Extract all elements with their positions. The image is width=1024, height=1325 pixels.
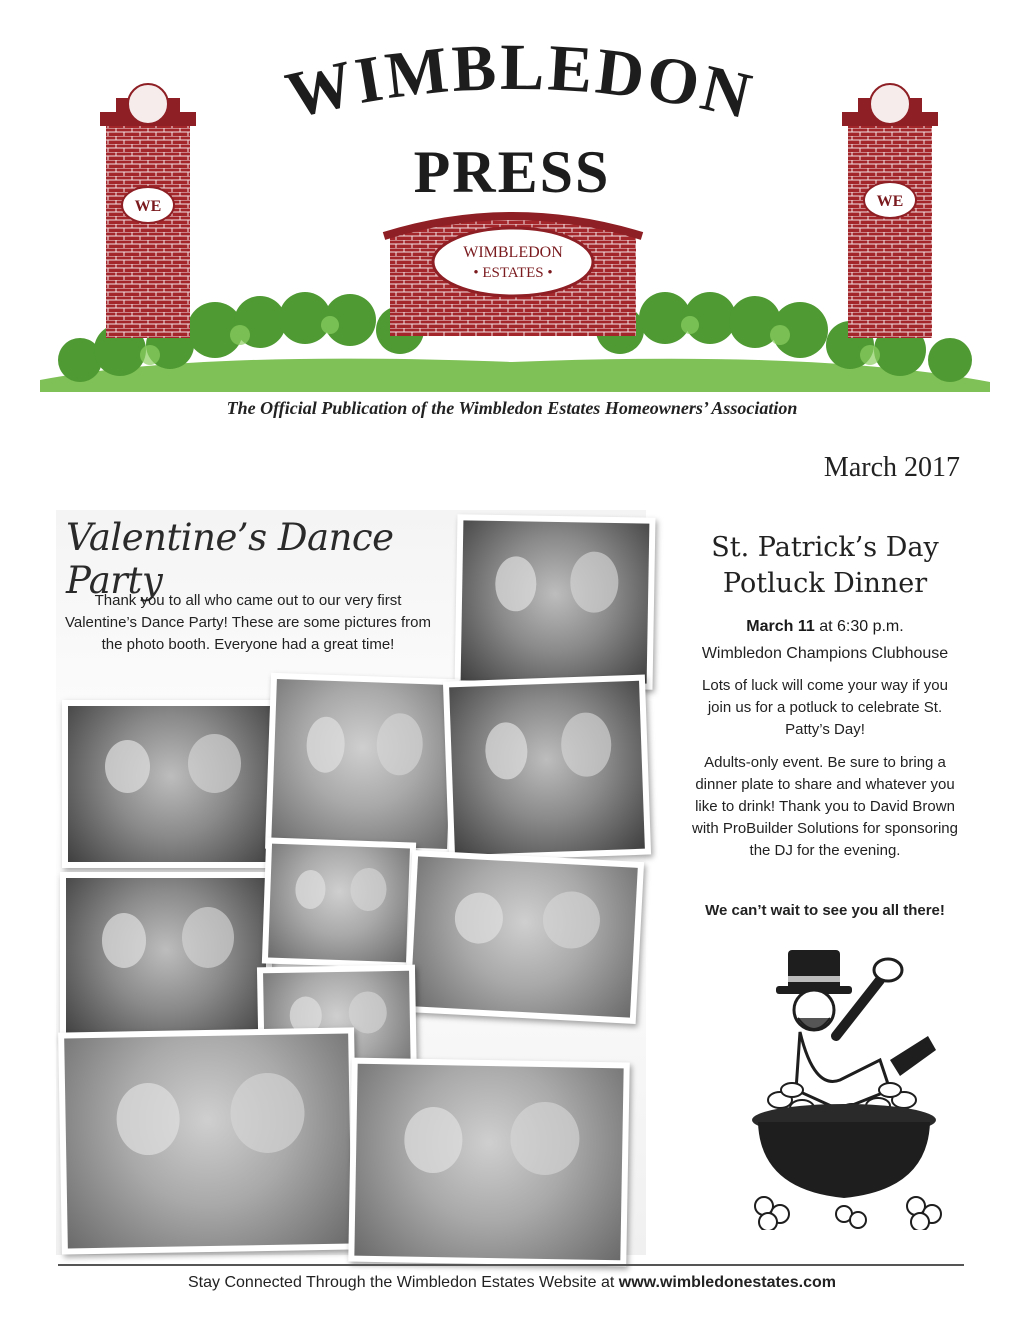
event-date: March 11	[746, 618, 815, 635]
footer-divider	[58, 1264, 964, 1266]
photo-booth-picture	[62, 700, 280, 868]
right-brick-pillar	[842, 84, 938, 338]
footer	[0, 1274, 1024, 1292]
masthead-title-bottom: PRESS	[413, 139, 611, 205]
st-patricks-title	[680, 530, 970, 602]
photo-booth-picture	[348, 1058, 630, 1267]
st-patricks-title-line-1: St. Patrick’s Day	[711, 532, 939, 563]
valentines-body: Thank you to all who came out to our very first Valentine’s Dance Party! These are some pictures from the photo booth. Everyone had a great time!	[64, 592, 431, 653]
leprechaun-pot-of-gold-illustration	[740, 940, 970, 1230]
photo-booth-picture	[262, 837, 416, 968]
st-patricks-title-line-2: Potluck Dinner	[722, 568, 928, 599]
photo-booth-picture	[60, 872, 272, 1044]
photo-booth-picture	[443, 675, 651, 862]
event-venue: Wimbledon Champions Clubhouse	[701, 645, 949, 662]
masthead-title-top: WIMBLEDON	[279, 30, 761, 134]
photo-booth-picture	[404, 850, 644, 1024]
event-paragraph-2: Adults-only event. Be sure to bring a dinner plate to share and whatever you like to drink! Thank you to David Brown with ProBuilder Solutions for sponsoring the DJ for the evening.	[692, 754, 958, 859]
photo-booth-picture	[58, 1027, 358, 1254]
masthead-tagline: The Official Publication of the Wimbledon Estates Homeowners’ Association	[226, 398, 798, 418]
photo-booth-picture	[455, 514, 656, 689]
left-pillar-monogram: WE	[134, 198, 162, 215]
right-pillar-monogram: WE	[876, 193, 904, 210]
event-closing: We can’t wait to see you all there!	[705, 902, 945, 919]
website-link[interactable]: www.wimbledonestates.com	[618, 1274, 836, 1291]
sign-line-1: WIMBLEDON	[463, 244, 563, 261]
valentines-title: Valentine’s Dance Party	[66, 516, 394, 602]
event-time: at 6:30 p.m.	[814, 618, 904, 635]
photo-booth-picture	[265, 673, 459, 855]
event-date-time	[680, 618, 970, 636]
footer-text: Stay Connected Through the Wimbledon Estates Website at	[188, 1274, 619, 1291]
sign-line-2: • ESTATES •	[473, 265, 553, 281]
masthead-illustration	[0, 0, 1024, 440]
event-paragraph-1: Lots of luck will come your way if you join us for a potluck to celebrate St. Patty’s Day!	[702, 677, 948, 738]
issue-date: March 2017	[823, 452, 960, 483]
